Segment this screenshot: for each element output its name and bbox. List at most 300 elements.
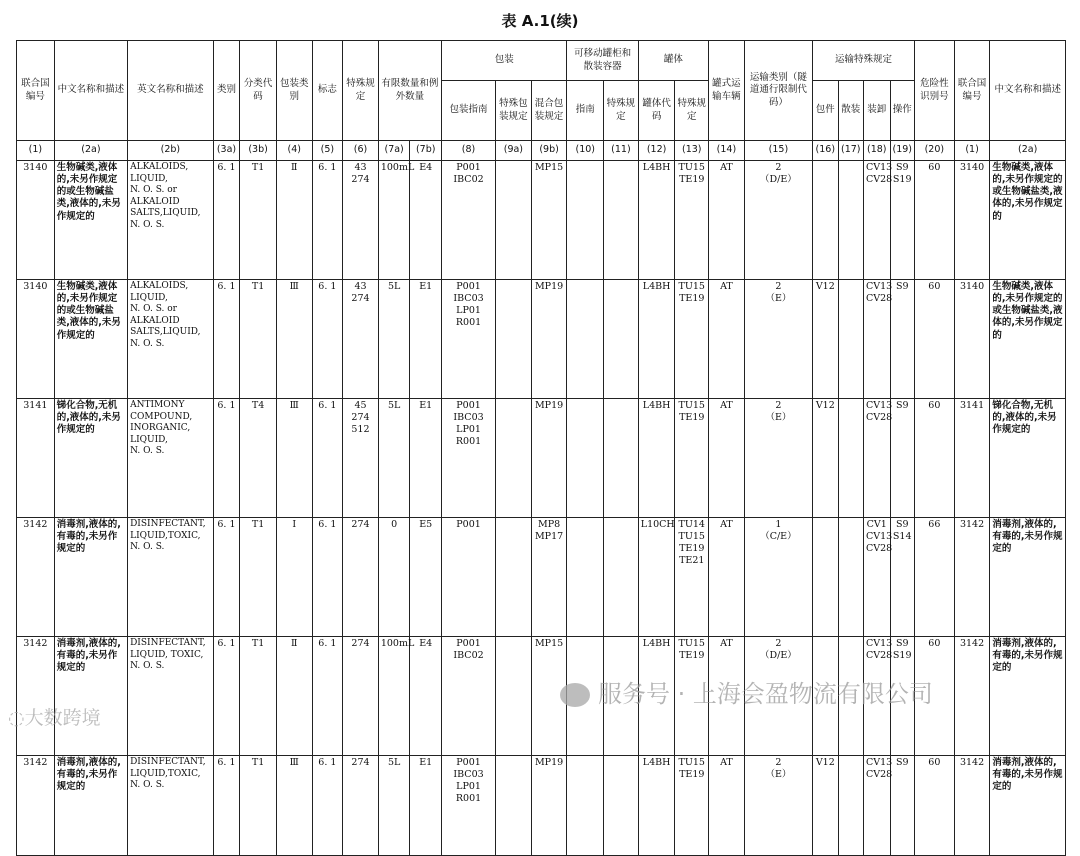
class-code: T1 <box>240 637 277 756</box>
name-en <box>128 161 214 280</box>
portable-guide <box>567 518 604 637</box>
transport-category <box>744 280 812 399</box>
transport-category-line: （E） <box>765 293 792 305</box>
table-row <box>17 280 1066 399</box>
table-row <box>17 161 1066 280</box>
column-number: (1) <box>17 141 55 161</box>
loading-provision-line: CV28 <box>866 543 893 555</box>
tank-code: L4BH <box>638 280 675 399</box>
packing-instruction-line: IBC03 <box>453 769 484 781</box>
tank-special-line: TE19 <box>679 293 705 305</box>
excepted-quantity: E1 <box>410 280 442 399</box>
operation-provision-line: S9 <box>895 281 909 292</box>
name-en-line: N. O. S. <box>130 446 165 457</box>
name-zh: 消毒剂,液体的,有毒的,未另作规定的 <box>54 756 127 856</box>
special-provisions <box>343 161 379 280</box>
name-en-line: N. O. S. or <box>130 304 177 315</box>
column-number: (8) <box>442 141 496 161</box>
class: 6. 1 <box>213 280 240 399</box>
col-operation: 操作 <box>890 81 914 141</box>
col-vehicle: 罐式运输车辆 <box>709 41 745 141</box>
special-provisions <box>343 637 379 756</box>
limited-quantity: 5L <box>378 280 410 399</box>
mixed-packing-line: MP17 <box>534 531 564 543</box>
column-number: (17) <box>838 141 863 161</box>
mixed-packing-line: MP8 <box>537 519 561 530</box>
class: 6. 1 <box>213 756 240 856</box>
name-en <box>128 399 214 518</box>
special-provisions-line: 43 <box>354 281 367 292</box>
tank-special-line: TU15 <box>678 757 705 768</box>
special-provisions-line: 274 <box>351 293 370 305</box>
portable-special <box>604 280 639 399</box>
packing-instruction-line: LP01 <box>456 781 481 793</box>
loading-provision <box>864 399 891 518</box>
un-number-repeat: 3142 <box>954 756 990 856</box>
packing-instruction-line: R001 <box>455 793 482 805</box>
transport-category-line: 2 <box>775 757 782 768</box>
packing-group: Ⅱ <box>276 161 312 280</box>
loading-provision <box>864 161 891 280</box>
mixed-packing-line: MP19 <box>534 400 564 411</box>
transport-category-line: （D/E） <box>760 174 797 186</box>
col-packing-instructions: 包装指南 <box>442 81 496 141</box>
hazard-id: 66 <box>914 518 954 637</box>
special-packing <box>496 280 532 399</box>
label: 6. 1 <box>312 518 343 637</box>
loading-provision <box>864 518 891 637</box>
loading-provision-line: CV28 <box>866 174 893 186</box>
packing-group: Ⅲ <box>276 399 312 518</box>
name-zh-repeat: 消毒剂,液体的,有毒的,未另作规定的 <box>990 518 1066 637</box>
tank-code: L4BH <box>638 399 675 518</box>
column-number: (12) <box>638 141 675 161</box>
column-number: (9b) <box>531 141 567 161</box>
column-number: (2a) <box>54 141 127 161</box>
watermark-service-account <box>560 674 933 709</box>
limited-quantity: 5L <box>378 756 410 856</box>
tank-special <box>675 756 709 856</box>
mixed-packing-line: MP15 <box>534 162 564 173</box>
column-number: (9a) <box>496 141 532 161</box>
table-row <box>17 518 1066 637</box>
name-en <box>128 280 214 399</box>
col-tank-special: 特殊规定 <box>675 81 709 141</box>
col-mixed-packing: 混合包装规定 <box>531 81 567 141</box>
tank-vehicle: AT <box>709 518 745 637</box>
tank-special-line: TU14 <box>678 519 705 530</box>
excepted-quantity: E4 <box>410 161 442 280</box>
transport-category-line: （E） <box>765 412 792 424</box>
dangerous-goods-table <box>16 40 1066 856</box>
transport-category-line: 1 <box>775 519 782 530</box>
name-en <box>128 756 214 856</box>
tank-code: L4BH <box>638 161 675 280</box>
name-en-line: ALKALOIDS, <box>130 281 189 291</box>
packing-instruction-line: LP01 <box>456 305 481 317</box>
tank-special-line: TE19 <box>679 412 705 424</box>
col-tank-code: 罐体代码 <box>638 81 675 141</box>
operation-provision-line: S19 <box>892 174 912 186</box>
loading-provision-line: CV13 <box>866 281 893 292</box>
packing-instruction-line: IBC02 <box>453 650 484 662</box>
col-transport-category: 运输类别（隧道通行限制代码） <box>744 41 812 141</box>
column-number-row <box>17 141 1066 161</box>
portable-guide <box>567 756 604 856</box>
tank-special <box>675 399 709 518</box>
transport-category-line: 2 <box>775 638 782 649</box>
un-number: 3141 <box>17 399 55 518</box>
name-en-line: LIQUID, TOXIC, <box>130 649 204 660</box>
hazard-id: 60 <box>914 161 954 280</box>
name-zh-repeat: 生物碱类,液体的,未另作规定的或生物碱盐类,液体的,未另作规定的 <box>990 161 1066 280</box>
name-en-line: LIQUID, <box>130 173 168 184</box>
col-packages: 包件 <box>813 81 838 141</box>
un-number-repeat: 3141 <box>954 399 990 518</box>
special-provisions <box>343 399 379 518</box>
col-limited-quantities: 有限数量和例外数量 <box>378 41 441 141</box>
table-body <box>17 161 1066 856</box>
packing-instruction-line: IBC03 <box>453 412 484 424</box>
bulk-provision <box>838 518 863 637</box>
class: 6. 1 <box>213 399 240 518</box>
name-zh: 锑化合物,无机的,液体的,未另作规定的 <box>54 399 127 518</box>
class-code: T1 <box>240 518 277 637</box>
mixed-packing <box>531 518 567 637</box>
mixed-packing-line: MP19 <box>534 757 564 768</box>
column-number: (3b) <box>240 141 277 161</box>
packing-instruction-line: P001 <box>456 400 481 411</box>
special-packing <box>496 399 532 518</box>
portable-guide <box>567 280 604 399</box>
mixed-packing <box>531 161 567 280</box>
wechat-icon <box>560 683 590 707</box>
tank-vehicle: AT <box>709 637 745 756</box>
portable-guide <box>567 161 604 280</box>
column-number: (4) <box>276 141 312 161</box>
col-un-no: 联合国编号 <box>17 41 55 141</box>
column-number: (7a) <box>378 141 410 161</box>
excepted-quantity: E1 <box>410 756 442 856</box>
packing-instruction <box>442 280 496 399</box>
col-packaging: 包装 <box>442 41 567 81</box>
portable-special <box>604 756 639 856</box>
col-loading: 装卸 <box>864 81 891 141</box>
packages-provision: V12 <box>813 280 838 399</box>
un-number: 3142 <box>17 756 55 856</box>
operation-provision-line: S9 <box>895 162 909 173</box>
tank-special-line: TU15 <box>678 162 705 173</box>
operation-provision <box>890 161 914 280</box>
table-header <box>17 41 1066 161</box>
loading-provision-line: CV13 <box>866 757 893 768</box>
portable-special <box>604 399 639 518</box>
name-en-line: ALKALOIDS, <box>130 162 189 172</box>
special-packing <box>496 756 532 856</box>
un-number-repeat: 3142 <box>954 637 990 756</box>
tank-special <box>675 161 709 280</box>
special-provisions <box>343 518 379 637</box>
tank-special-line: TE21 <box>679 555 705 567</box>
name-en-line: N. O. S. <box>130 542 165 553</box>
column-number: (7b) <box>410 141 442 161</box>
col-name-en: 英文名称和描述 <box>128 41 214 141</box>
un-number: 3140 <box>17 280 55 399</box>
packing-group: Ⅱ <box>276 637 312 756</box>
hazard-id: 60 <box>914 399 954 518</box>
name-en <box>128 518 214 637</box>
col-tank: 罐体 <box>638 41 708 81</box>
label: 6. 1 <box>312 161 343 280</box>
column-number: (20) <box>914 141 954 161</box>
operation-provision-line: S19 <box>892 650 912 662</box>
name-en-line: LIQUID, <box>130 434 168 445</box>
special-provisions-line: 274 <box>351 174 370 186</box>
un-number-repeat: 3142 <box>954 518 990 637</box>
special-provisions <box>343 756 379 856</box>
class-code: T1 <box>240 280 277 399</box>
special-provisions-line: 274 <box>351 519 370 530</box>
column-number: (19) <box>890 141 914 161</box>
loading-provision-line: CV28 <box>866 412 893 424</box>
limited-quantity: 100mL <box>378 637 410 756</box>
packing-group: Ⅲ <box>276 756 312 856</box>
limited-quantity: 0 <box>378 518 410 637</box>
column-number: (18) <box>864 141 891 161</box>
column-number: (13) <box>675 141 709 161</box>
bulk-provision <box>838 756 863 856</box>
tank-special <box>675 280 709 399</box>
special-provisions-line: 45 <box>354 400 367 411</box>
transport-category-line: 2 <box>775 400 782 411</box>
operation-provision-line: S14 <box>892 531 912 543</box>
name-en-line: SALTS,LIQUID, <box>130 208 201 219</box>
name-en-line: ALKALOID <box>130 196 180 207</box>
excepted-quantity: E4 <box>410 637 442 756</box>
column-number: (3a) <box>213 141 240 161</box>
operation-provision <box>890 756 914 856</box>
mixed-packing-line: MP19 <box>534 281 564 292</box>
tank-special-line: TE19 <box>679 650 705 662</box>
loading-provision-line: CV28 <box>866 293 893 305</box>
tank-special-line: TU15 <box>678 638 705 649</box>
label: 6. 1 <box>312 280 343 399</box>
loading-provision <box>864 280 891 399</box>
name-en-line: N. O. S. <box>130 661 165 672</box>
name-zh: 生物碱类,液体的,未另作规定的或生物碱盐类,液体的,未另作规定的 <box>54 280 127 399</box>
column-number: (5) <box>312 141 343 161</box>
class: 6. 1 <box>213 518 240 637</box>
col-portable-tanks: 可移动罐柜和散装容器 <box>567 41 638 81</box>
name-en-line: DISINFECTANT, <box>130 519 206 529</box>
col-bulk: 散装 <box>838 81 863 141</box>
packing-group: Ⅰ <box>276 518 312 637</box>
transport-category-line: 2 <box>775 162 782 173</box>
tank-special-line: TE19 <box>679 174 705 186</box>
mixed-packing-line: MP15 <box>534 638 564 649</box>
transport-category-line: （D/E） <box>760 650 797 662</box>
name-en-line: N. O. S. <box>130 219 165 230</box>
un-number: 3142 <box>17 518 55 637</box>
col-portable-special: 特殊规定 <box>604 81 639 141</box>
operation-provision <box>890 518 914 637</box>
table-row <box>17 756 1066 856</box>
special-packing <box>496 637 532 756</box>
col-special-packing: 特殊包装规定 <box>496 81 532 141</box>
class-code: T1 <box>240 161 277 280</box>
excepted-quantity: E5 <box>410 518 442 637</box>
col-class-code: 分类代码 <box>240 41 277 141</box>
class-code: T1 <box>240 756 277 856</box>
col-name-zh-repeat: 中文名称和描述 <box>990 41 1066 141</box>
column-number: (2a) <box>990 141 1066 161</box>
portable-special <box>604 518 639 637</box>
chat-bubble-icon: ◌ <box>8 707 25 729</box>
label: 6. 1 <box>312 399 343 518</box>
tank-special-line: TE19 <box>679 543 705 555</box>
column-number: (14) <box>709 141 745 161</box>
transport-category-line: 2 <box>775 281 782 292</box>
loading-provision-line: CV13 <box>866 531 893 543</box>
tank-vehicle: AT <box>709 161 745 280</box>
name-en-line: LIQUID,TOXIC, <box>130 768 201 779</box>
name-zh: 生物碱类,液体的,未另作规定的或生物碱盐类,液体的,未另作规定的 <box>54 161 127 280</box>
bulk-provision <box>838 280 863 399</box>
packing-instruction <box>442 161 496 280</box>
name-en-line: ALKALOID <box>130 315 180 326</box>
packages-provision <box>813 161 838 280</box>
portable-special <box>604 161 639 280</box>
tank-special-line: TU15 <box>678 281 705 292</box>
column-number: (10) <box>567 141 604 161</box>
mixed-packing <box>531 399 567 518</box>
packing-instruction-line: R001 <box>455 436 482 448</box>
name-zh-repeat: 消毒剂,液体的,有毒的,未另作规定的 <box>990 756 1066 856</box>
special-packing <box>496 518 532 637</box>
operation-provision-line: S9 <box>895 519 909 530</box>
column-number: (11) <box>604 141 639 161</box>
operation-provision <box>890 280 914 399</box>
name-en <box>128 637 214 756</box>
transport-category <box>744 518 812 637</box>
tank-special-line: TU15 <box>678 400 705 411</box>
column-number: (2b) <box>128 141 214 161</box>
packing-instruction-line: P001 <box>456 281 481 292</box>
un-number: 3140 <box>17 161 55 280</box>
packing-instruction-line: R001 <box>455 317 482 329</box>
tank-special-line: TU15 <box>678 531 705 543</box>
name-en-line: DISINFECTANT, <box>130 757 206 767</box>
label: 6. 1 <box>312 756 343 856</box>
loading-provision-line: CV28 <box>866 769 893 781</box>
transport-category-line: （E） <box>765 769 792 781</box>
loading-provision-line: CV13 <box>866 400 893 411</box>
special-provisions <box>343 280 379 399</box>
tank-special-line: TE19 <box>679 769 705 781</box>
table-row <box>17 399 1066 518</box>
packages-provision: V12 <box>813 756 838 856</box>
tank-vehicle: AT <box>709 280 745 399</box>
mixed-packing <box>531 280 567 399</box>
packing-group: Ⅲ <box>276 280 312 399</box>
packing-instruction-line: P001 <box>456 638 481 649</box>
packing-instruction <box>442 637 496 756</box>
column-number: (16) <box>813 141 838 161</box>
col-packing-group: 包装类别 <box>276 41 312 141</box>
special-provisions-line: 512 <box>351 424 370 436</box>
special-provisions-line: 274 <box>351 638 370 649</box>
name-en-line: ANTIMONY <box>130 400 185 410</box>
tank-code: L10CH <box>638 518 675 637</box>
col-transport-special: 运输特殊规定 <box>813 41 915 81</box>
name-en-line: N. O. S. <box>130 780 165 791</box>
column-number: (6) <box>343 141 379 161</box>
class: 6. 1 <box>213 637 240 756</box>
transport-category <box>744 399 812 518</box>
special-packing <box>496 161 532 280</box>
hazard-id: 60 <box>914 637 954 756</box>
packing-instruction <box>442 399 496 518</box>
packing-instruction-line: IBC02 <box>453 174 484 186</box>
name-zh: 消毒剂,液体的,有毒的,未另作规定的 <box>54 637 127 756</box>
column-number: (1) <box>954 141 990 161</box>
name-en-line: LIQUID, <box>130 292 168 303</box>
packing-instruction-line: IBC03 <box>453 293 484 305</box>
limited-quantity: 5L <box>378 399 410 518</box>
bulk-provision <box>838 399 863 518</box>
name-zh-repeat: 消毒剂,液体的,有毒的,未另作规定的 <box>990 637 1066 756</box>
loading-provision-line: CV1 <box>866 519 887 530</box>
tank-code: L4BH <box>638 637 675 756</box>
name-en-line: INORGANIC, <box>130 423 191 434</box>
hazard-id: 60 <box>914 756 954 856</box>
packages-provision: V12 <box>813 399 838 518</box>
watermark-brand-text: 大数跨境 <box>24 707 101 729</box>
class-code: T4 <box>240 399 277 518</box>
hazard-id: 60 <box>914 280 954 399</box>
class: 6. 1 <box>213 161 240 280</box>
tank-vehicle: AT <box>709 756 745 856</box>
loading-provision-line: CV13 <box>866 638 893 649</box>
bulk-provision <box>838 161 863 280</box>
name-en-line: SALTS,LIQUID, <box>130 327 201 338</box>
transport-category <box>744 161 812 280</box>
special-provisions-line: 274 <box>351 757 370 768</box>
col-class: 类别 <box>213 41 240 141</box>
un-number-repeat: 3140 <box>954 280 990 399</box>
tank-special <box>675 518 709 637</box>
watermark-text: 服务号 · 上海会盈物流有限公司 <box>598 680 933 708</box>
packing-instruction-line: P001 <box>456 757 481 768</box>
col-un-no-repeat: 联合国编号 <box>954 41 990 141</box>
loading-provision-line: CV13 <box>866 162 893 173</box>
col-portable-guide: 指南 <box>567 81 604 141</box>
name-en-line: DISINFECTANT, <box>130 638 206 648</box>
packages-provision <box>813 518 838 637</box>
name-en-line: N. O. S. or <box>130 185 177 196</box>
col-special-provisions: 特殊规定 <box>343 41 379 141</box>
col-name-zh: 中文名称和描述 <box>54 41 127 141</box>
name-en-line: N. O. S. <box>130 338 165 349</box>
name-en-line: COMPOUND, <box>130 411 193 422</box>
col-labels: 标志 <box>312 41 343 141</box>
mixed-packing <box>531 756 567 856</box>
special-provisions-line: 43 <box>354 162 367 173</box>
tank-code: L4BH <box>638 756 675 856</box>
excepted-quantity: E1 <box>410 399 442 518</box>
transport-category-line: （C/E） <box>760 531 797 543</box>
packing-instruction <box>442 518 496 637</box>
